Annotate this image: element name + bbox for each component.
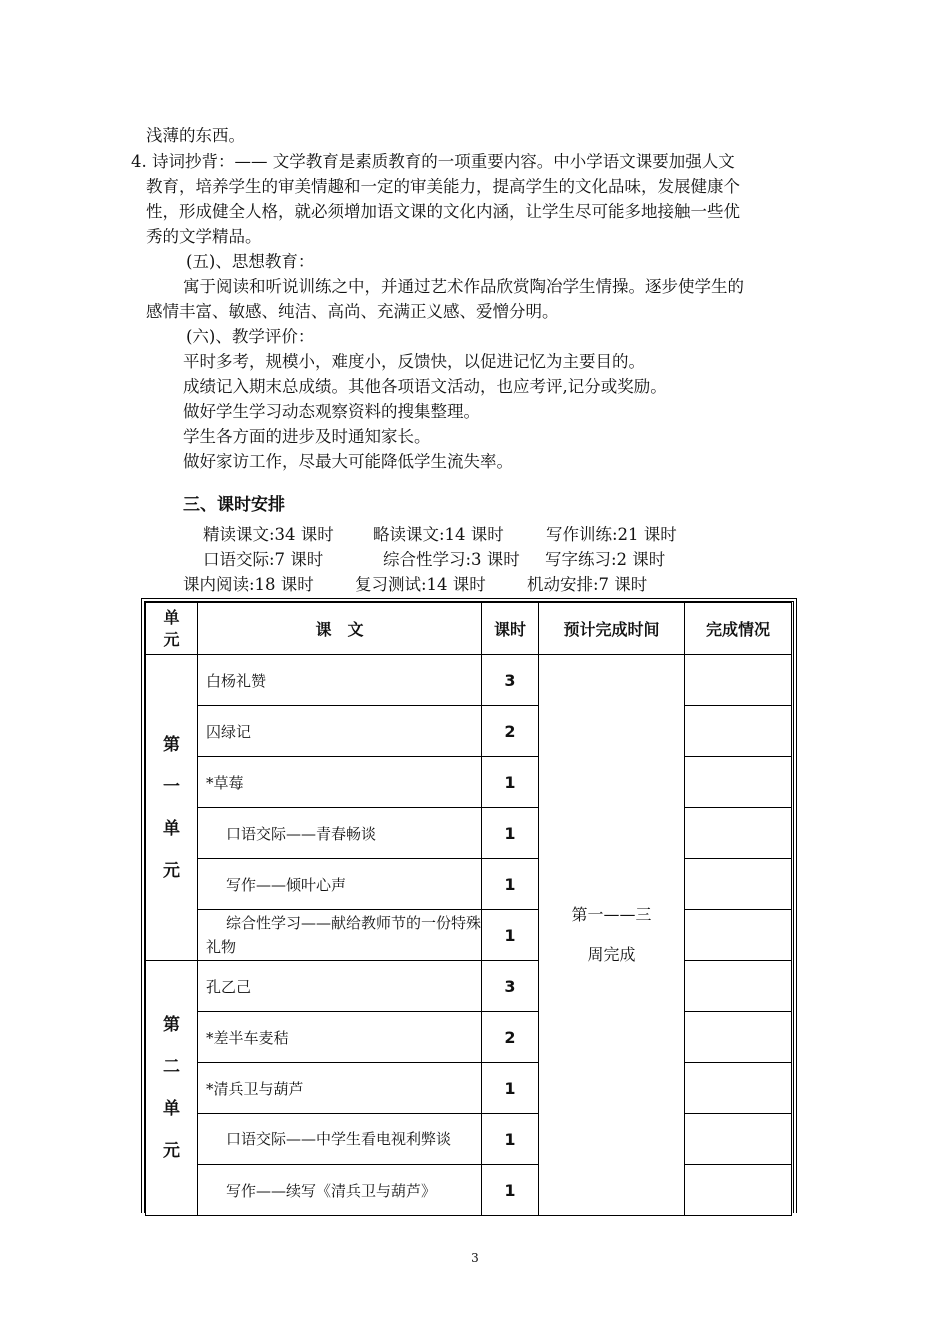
hours-cell: 3 xyxy=(482,655,539,706)
header-planned: 预计完成时间 xyxy=(539,603,685,655)
status-cell xyxy=(685,808,792,859)
unit-2-cell: 第 二 单 元 xyxy=(146,961,198,1216)
hours-cell: 3 xyxy=(482,961,539,1012)
section-title: (五)、思想教育： xyxy=(186,252,315,271)
header-status: 完成情况 xyxy=(685,603,792,655)
page-number: 3 xyxy=(471,1251,479,1265)
paragraph-line: 寓于阅读和听说训练之中，并通过艺术作品欣赏陶冶学生情操。逐步使学生的 xyxy=(183,277,744,296)
header-lesson: 课 文 xyxy=(198,603,482,655)
paragraph-line: 浅薄的东西。 xyxy=(146,126,245,145)
hours-cell: 1 xyxy=(482,910,539,961)
lesson-cell: 写作——续写《清兵卫与葫芦》 xyxy=(198,1165,482,1216)
hours-summary: 综合性学习:3 课时 xyxy=(383,550,520,569)
lesson-cell: 口语交际——中学生看电视利弊谈 xyxy=(198,1114,482,1165)
table-row xyxy=(146,655,792,706)
lesson-cell: 综合性学习——献给教师节的一份特殊礼物 xyxy=(198,910,482,961)
hours-summary: 略读课文:14 课时 xyxy=(373,525,504,544)
hours-summary: 课内阅读:18 课时 xyxy=(183,575,314,594)
hours-summary: 精读课文:34 课时 xyxy=(203,525,334,544)
hours-summary: 口语交际:7 课时 xyxy=(203,550,324,569)
paragraph-line: 做好家访工作，尽最大可能降低学生流失率。 xyxy=(183,452,513,471)
paragraph-line: 做好学生学习动态观察资料的搜集整理。 xyxy=(183,402,480,421)
schedule-table xyxy=(145,602,792,1216)
status-cell xyxy=(685,910,792,961)
lesson-cell: 囚绿记 xyxy=(198,706,482,757)
lesson-cell: 孔乙己 xyxy=(198,961,482,1012)
hours-cell: 1 xyxy=(482,1063,539,1114)
lesson-cell: 写作——倾叶心声 xyxy=(198,859,482,910)
status-cell xyxy=(685,961,792,1012)
table-row xyxy=(146,1165,792,1216)
table-row xyxy=(146,1114,792,1165)
lesson-cell: *差半车麦秸 xyxy=(198,1012,482,1063)
status-cell xyxy=(685,706,792,757)
hours-summary: 写字练习:2 课时 xyxy=(545,550,666,569)
paragraph-line: 4. 诗词抄背：—— 文学教育是素质教育的一项重要内容。中小学语文课要加强人文 xyxy=(131,152,735,171)
status-cell xyxy=(685,859,792,910)
paragraph-line: 成绩记入期末总成绩。其他各项语文活动，也应考评,记分或奖励。 xyxy=(183,377,667,396)
status-cell xyxy=(685,1165,792,1216)
status-cell xyxy=(685,655,792,706)
section-heading: 三、课时安排 xyxy=(183,495,285,515)
paragraph-line: 感情丰富、敏感、纯洁、高尚、充满正义感、爱憎分明。 xyxy=(146,302,559,321)
header-unit: 单元 xyxy=(146,603,198,655)
paragraph-line: 学生各方面的进步及时通知家长。 xyxy=(183,427,431,446)
table-row xyxy=(146,808,792,859)
hours-cell: 1 xyxy=(482,859,539,910)
status-cell xyxy=(685,1063,792,1114)
table-row xyxy=(146,706,792,757)
header-hours: 课时 xyxy=(482,603,539,655)
status-cell xyxy=(685,1114,792,1165)
paragraph-line: 秀的文学精品。 xyxy=(146,227,262,246)
paragraph-line: 平时多考，规模小，难度小，反馈快，以促进记忆为主要目的。 xyxy=(183,352,645,371)
hours-summary: 机动安排:7 课时 xyxy=(527,575,648,594)
hours-cell: 1 xyxy=(482,757,539,808)
hours-summary: 写作训练:21 课时 xyxy=(546,525,677,544)
section-title: (六)、教学评价： xyxy=(186,327,315,346)
hours-summary: 复习测试:14 课时 xyxy=(355,575,486,594)
table-row xyxy=(146,1012,792,1063)
lesson-cell: 白杨礼赞 xyxy=(198,655,482,706)
lesson-cell: 口语交际——青春畅谈 xyxy=(198,808,482,859)
status-cell xyxy=(685,757,792,808)
table-row xyxy=(146,757,792,808)
unit-1-cell: 第 一 单 元 xyxy=(146,655,198,961)
table-row xyxy=(146,1063,792,1114)
paragraph-line: 性，形成健全人格，就必须增加语文课的文化内涵，让学生尽可能多地接触一些优 xyxy=(146,202,740,221)
hours-cell: 2 xyxy=(482,706,539,757)
hours-cell: 1 xyxy=(482,808,539,859)
planned-time-cell: 第一——三 周完成 xyxy=(539,655,685,1216)
hours-cell: 2 xyxy=(482,1012,539,1063)
hours-cell: 1 xyxy=(482,1114,539,1165)
hours-cell: 1 xyxy=(482,1165,539,1216)
lesson-cell: *清兵卫与葫芦 xyxy=(198,1063,482,1114)
table-row xyxy=(146,910,792,961)
table-row xyxy=(146,859,792,910)
table-header-row xyxy=(146,603,792,655)
table-row xyxy=(146,961,792,1012)
lesson-cell: *草莓 xyxy=(198,757,482,808)
status-cell xyxy=(685,1012,792,1063)
paragraph-line: 教育，培养学生的审美情趣和一定的审美能力，提高学生的文化品味，发展健康个 xyxy=(146,177,740,196)
